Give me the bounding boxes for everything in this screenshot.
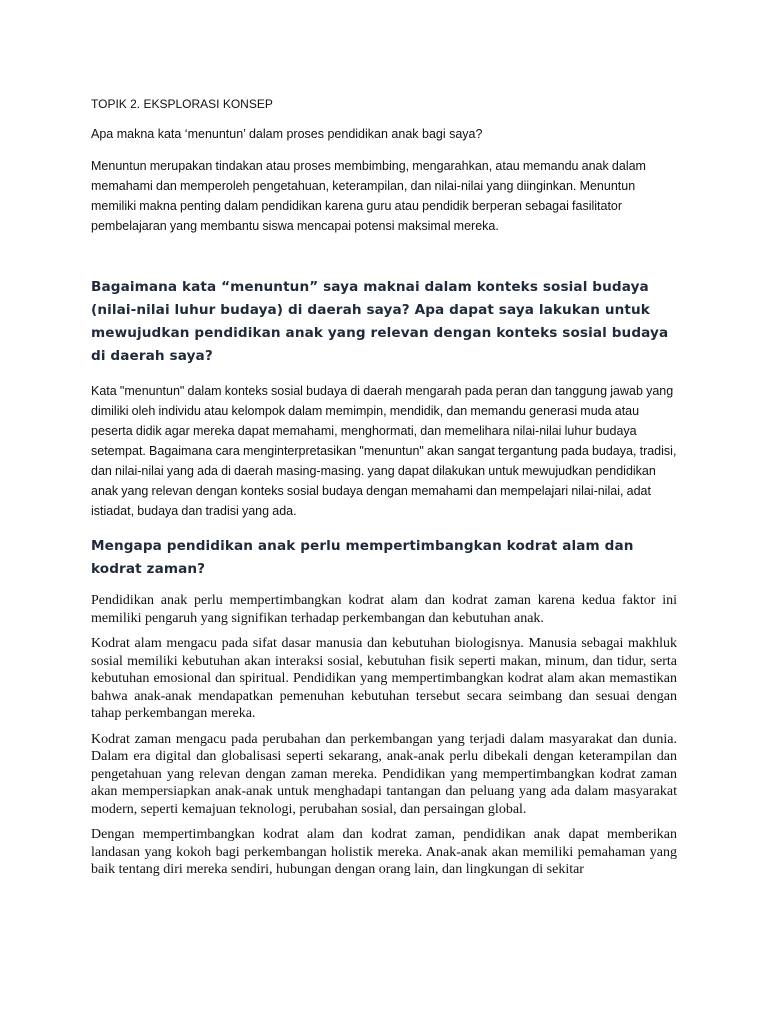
topic-title: TOPIK 2. EKSPLORASI KONSEP (91, 97, 273, 111)
section-heading-sosial-budaya: Bagaimana kata “menuntun” saya maknai dalam konteks sosial budaya (nilai-nilai luhur budaya) di daerah saya? Apa dapat saya lakukan untuk mewujudkan pendidikan anak yang relevan dengan konteks sosial budaya di daerah saya? (91, 279, 669, 364)
kodrat-paragraph-2: Kodrat alam mengacu pada sifat dasar manusia dan kebutuhan biologisnya. Manusia sebagai makhluk sosial memiliki kebutuhan akan interaksi sosial, kebutuhan fisik seperti makan, minum, dan tidur, serta kebutuhan emosional dan spiritual. Pendidikan yang mempertimbangkan kodrat alam akan memastikan bahwa anak-anak mendapatkan pemenuhan kebutuhan tersebut secara seimbang dan sesuai dengan tahap perkembangan mereka. (91, 636, 677, 721)
kodrat-paragraph-4: Dengan mempertimbangkan kodrat alam dan kodrat zaman, pendidikan anak dapat memberikan landasan yang kokoh bagi perkembangan holistik mereka. Anak-anak akan memiliki pemahaman yang baik tentang diri mereka sendiri, hubungan dengan orang lain, dan lingkungan di sekitar (91, 827, 677, 877)
answer-2-paragraph: Kata "menuntun" dalam konteks sosial budaya di daerah mengarah pada peran dan tanggung jawab yang dimiliki oleh individu atau kelompok dalam memimpin, mendidik, dan memandu generasi muda atau peserta didik agar mereka dapat memahami, menghormati, dan memelihara nilai-nilai luhur budaya setempat. Bagaimana cara menginterpretasikan "menuntun" akan sangat tergantung pada budaya, tradisi, dan nilai-nilai yang ada di daerah masing-masing. yang dapat dilakukan untuk mewujudkan pendidikan anak yang relevan dengan konteks sosial budaya dengan memahami dan mempelajari nilai-nilai, adat istiadat, budaya dan tradisi yang ada. (91, 384, 677, 518)
question-1: Apa makna kata ‘menuntun’ dalam proses pendidikan anak bagi saya? (91, 127, 483, 141)
answer-1-paragraph: Menuntun merupakan tindakan atau proses membimbing, mengarahkan, atau memandu anak dalam memahami dan memperoleh pengetahuan, keterampilan, dan nilai-nilai yang diinginkan. Menuntun memiliki makna penting dalam pendidikan karena guru atau pendidik berperan sebagai fasilitator pembelajaran yang membantu siswa mencapai potensi maksimal mereka. (91, 159, 646, 233)
section-heading-kodrat: Mengapa pendidikan anak perlu mempertimbangkan kodrat alam dan kodrat zaman? (91, 538, 634, 577)
kodrat-paragraph-3: Kodrat zaman mengacu pada perubahan dan perkembangan yang terjadi dalam masyarakat dan dunia. Dalam era digital dan globalisasi seperti sekarang, anak-anak perlu dibekali dengan keterampilan dan pengetahuan yang relevan dengan zaman mereka. Pendidikan yang mempertimbangkan kodrat zaman akan mempersiapkan anak-anak untuk menghadapi tantangan dan peluang yang ada dalam masyarakat modern, seperti kemajuan teknologi, perubahan sosial, dan persaingan global. (91, 731, 677, 817)
kodrat-paragraph-1: Pendidikan anak perlu mempertimbangkan kodrat alam dan kodrat zaman karena kedua faktor ini memiliki pengaruh yang signifikan terhadap perkembangan dan kebutuhan anak. (91, 593, 677, 626)
